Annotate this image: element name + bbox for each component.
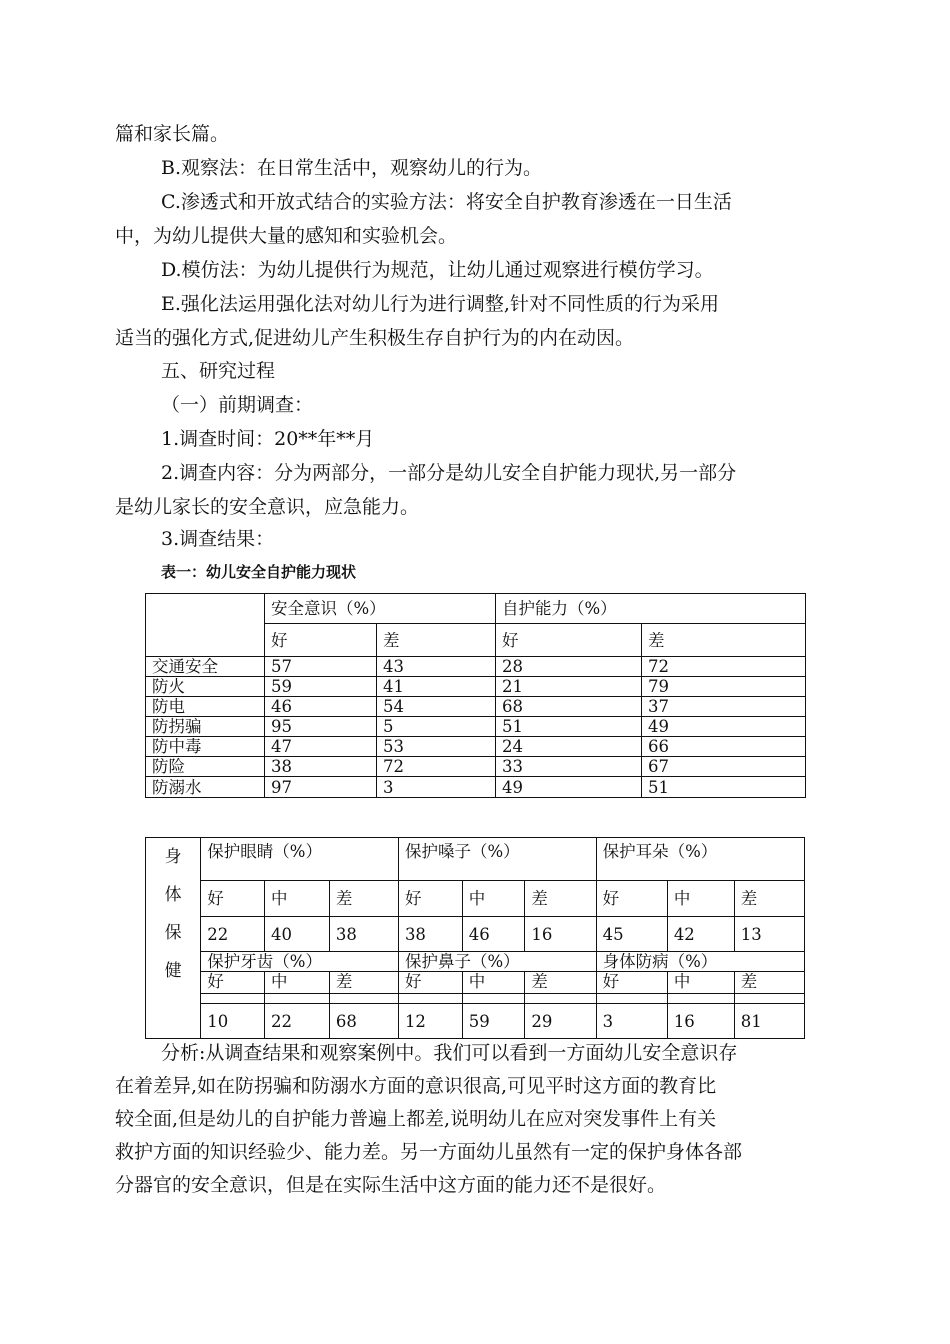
table-cell: 54 [377,697,496,717]
table-cell: 67 [642,757,806,777]
row-label: 交通安全 [146,657,265,677]
table-cell: 79 [642,677,806,697]
table-cell: 41 [377,677,496,697]
table-cell: 43 [377,657,496,677]
side-label-char: 保 [164,923,182,943]
table-cell: 49 [642,717,806,737]
row-label: 防拐骗 [146,717,265,737]
section-heading: 五、研究过程 [161,360,276,382]
table-cell: 12 [398,1004,462,1039]
table-cell: 42 [667,917,734,952]
paragraph-line: 是幼儿家长的安全意识，应急能力。 [115,496,420,518]
table-cell: 72 [642,657,806,677]
table-row [146,737,806,757]
table-cell: 46 [265,697,377,717]
table-row [146,1004,805,1039]
sub-header: 好 [596,881,667,917]
paragraph-line: E.强化法运用强化法对幼儿行为进行调整,针对不同性质的行为采用 [161,293,719,315]
table-group-header: 自护能力（%） [496,594,806,624]
table-corner-cell [146,594,265,657]
table-cell: 68 [496,697,642,717]
side-label-char: 健 [164,961,182,981]
side-label-char: 身 [164,847,182,867]
table-cell: 16 [667,1004,734,1039]
table-cell: 68 [329,1004,398,1039]
table-sub-header: 好 [496,624,642,657]
table-cell: 37 [642,697,806,717]
paragraph-line: 适当的强化方式,促进幼儿产生积极生存自护行为的内在动因。 [115,327,635,349]
row-label: 防溺水 [146,777,265,798]
table-sub-header: 差 [642,624,806,657]
paragraph-line: 中，为幼儿提供大量的感知和实验机会。 [115,225,458,247]
table-row [146,917,805,952]
table-cell: 16 [525,917,596,952]
sub-header: 差 [525,881,596,917]
table-cell: 29 [525,1004,596,1039]
sub-header: 差 [329,972,398,994]
paragraph-line: B.观察法：在日常生活中，观察幼儿的行为。 [161,157,543,179]
paragraph-line: 篇和家长篇。 [115,123,230,145]
paragraph-line: 2.调查内容：分为两部分，一部分是幼儿安全自护能力现状,另一部分 [161,462,737,484]
table-cell: 21 [496,677,642,697]
side-label-cell [146,838,201,1039]
table-row [146,717,806,737]
group-header: 身体防病（%） [596,952,804,972]
sub-header: 好 [596,972,667,994]
sub-header: 好 [201,881,265,917]
table-cell: 51 [496,717,642,737]
sub-header: 差 [734,972,804,994]
table-row [146,657,806,677]
sub-header: 好 [201,972,265,994]
safety-ability-table [145,593,806,798]
table-cell: 51 [642,777,806,798]
group-header: 保护嗓子（%） [398,838,596,881]
body-care-table [145,837,805,1039]
table-cell: 59 [462,1004,525,1039]
table-group-header: 安全意识（%） [265,594,496,624]
table-cell: 3 [377,777,496,798]
group-header: 保护眼睛（%） [201,838,399,881]
table-cell: 10 [201,1004,265,1039]
row-label: 防中毒 [146,737,265,757]
table-cell: 28 [496,657,642,677]
sub-header: 中 [462,881,525,917]
table-cell: 24 [496,737,642,757]
paragraph-line: 3.调查结果： [161,528,275,550]
group-header: 保护耳朵（%） [596,838,804,881]
analysis-line: 分器官的安全意识，但是在实际生活中这方面的能力还不是很好。 [115,1174,667,1196]
sub-header: 差 [329,881,398,917]
table-cell: 46 [462,917,525,952]
table-cell: 22 [201,917,265,952]
row-label: 防火 [146,677,265,697]
table-cell: 45 [596,917,667,952]
sub-header: 中 [667,881,734,917]
table-row [146,677,806,697]
table-cell: 3 [596,1004,667,1039]
group-header: 保护牙齿（%） [201,952,399,972]
row-label: 防电 [146,697,265,717]
side-label-char: 体 [164,885,182,905]
table-cell: 13 [734,917,804,952]
analysis-line: 在着差异,如在防拐骗和防溺水方面的意识很高,可见平时这方面的教育比 [115,1075,717,1097]
table-cell: 47 [265,737,377,757]
table-cell: 95 [265,717,377,737]
sub-header: 好 [398,972,462,994]
sub-header: 中 [265,972,330,994]
table-cell: 40 [265,917,330,952]
sub-header: 中 [265,881,330,917]
table-cell: 81 [734,1004,804,1039]
table-cell: 57 [265,657,377,677]
table-cell: 53 [377,737,496,757]
table-cell: 97 [265,777,377,798]
table-cell: 38 [265,757,377,777]
table-row [146,777,806,798]
table-cell: 59 [265,677,377,697]
paragraph-line: 1.调查时间：20**年**月 [161,428,375,450]
table-cell: 22 [265,1004,330,1039]
sub-header: 中 [667,972,734,994]
analysis-line: 分析:从调查结果和观察案例中。我们可以看到一方面幼儿安全意识存 [161,1042,738,1064]
table-cell: 49 [496,777,642,798]
subsection-heading: （一）前期调查： [161,394,314,416]
group-header: 保护鼻子（%） [398,952,596,972]
sub-header: 好 [398,881,462,917]
sub-header: 差 [734,881,804,917]
row-label: 防险 [146,757,265,777]
table-cell: 38 [398,917,462,952]
table-cell: 5 [377,717,496,737]
paragraph-line: C.渗透式和开放式结合的实验方法：将安全自护教育渗透在一日生活 [161,191,732,213]
table-cell: 66 [642,737,806,757]
analysis-line: 救护方面的知识经验少、能力差。另一方面幼儿虽然有一定的保护身体各部 [115,1141,743,1163]
table-caption: 表一：幼儿安全自护能力现状 [161,563,357,581]
paragraph-line: D.模仿法：为幼儿提供行为规范，让幼儿通过观察进行模仿学习。 [161,259,714,281]
table-cell: 33 [496,757,642,777]
table-cell: 38 [329,917,398,952]
sub-header: 中 [462,972,525,994]
table-sub-header: 差 [377,624,496,657]
sub-header: 差 [525,972,596,994]
analysis-line: 较全面,但是幼儿的自护能力普遍上都差,说明幼儿在应对突发事件上有关 [115,1108,717,1130]
table-row [146,697,806,717]
table-row [146,757,806,777]
table-sub-header: 好 [265,624,377,657]
table-cell: 72 [377,757,496,777]
